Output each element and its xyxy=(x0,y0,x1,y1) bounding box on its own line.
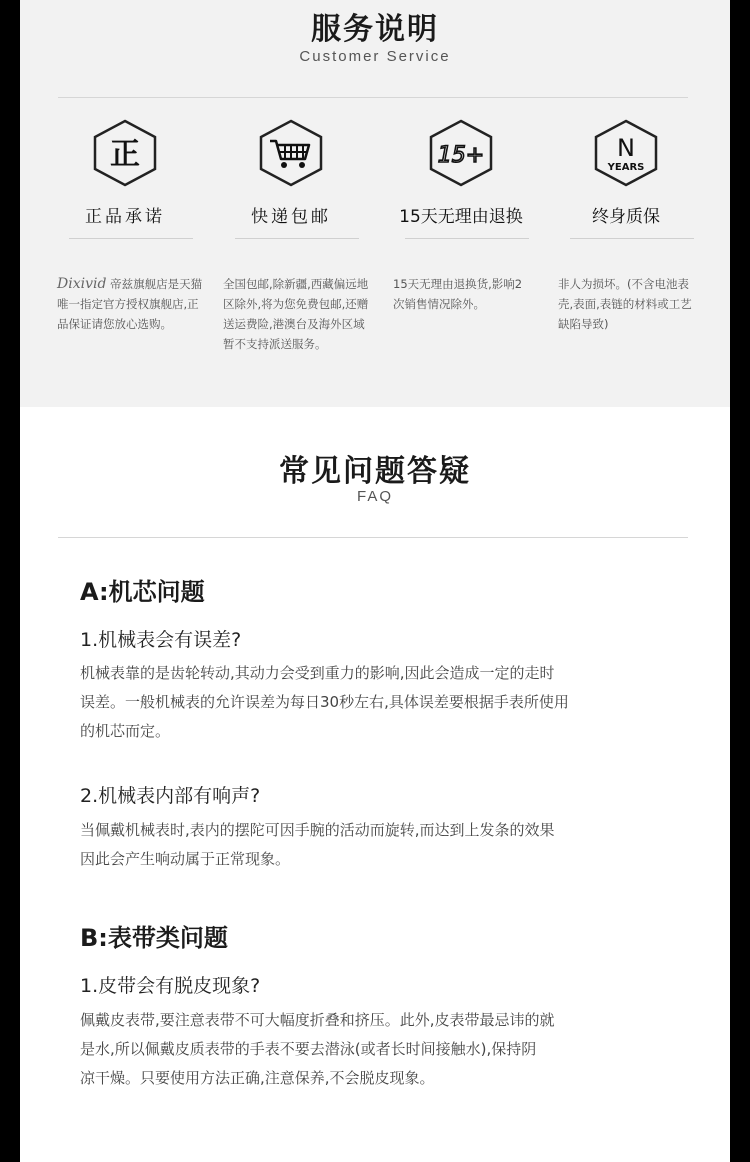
service-label-warranty: 终身质保 xyxy=(592,207,660,227)
faq-divider xyxy=(58,537,688,538)
faq-section-heading: A:机芯问题 xyxy=(80,578,205,606)
n-years-glyph-n: N xyxy=(617,134,635,162)
service-subtitle: Customer Service xyxy=(299,48,451,65)
faq-answer-line: 因此会产生响动属于正常现象。 xyxy=(80,850,291,868)
service-desc-shipping: 全国包邮,除新疆,西藏偏远地区除外,将为您免费包邮,还赠送运费险,港澳台及海外区域暂不支持派送服务。 xyxy=(223,277,369,351)
service-label-returns: 15天无理由退换 xyxy=(399,207,523,227)
faq-answer-line: 是水,所以佩戴皮质表带的手表不要去潜泳(或者长时间接触水),保持阴 xyxy=(80,1040,537,1058)
faq-answer-line: 机械表靠的是齿轮转动,其动力会受到重力的影响,因此会造成一定的走时 xyxy=(80,664,555,682)
authentic-icon-glyph: 正 xyxy=(110,137,140,172)
service-item-divider xyxy=(570,238,694,239)
faq-title: 常见问题答疑 xyxy=(279,454,471,489)
n-years-glyph-years: YEARS xyxy=(607,162,645,173)
service-item-shipping xyxy=(223,0,393,407)
service-desc-warranty: 非人为损坏。(不含电池表壳,表面,表链的材料或工艺缺陷导致) xyxy=(558,277,692,331)
faq-answer xyxy=(80,659,670,746)
service-desc-authentic xyxy=(57,274,207,334)
faq-question: 1.机械表会有误差? xyxy=(80,629,242,651)
service-title: 服务说明 xyxy=(311,12,439,47)
faq-question: 2.机械表内部有响声? xyxy=(80,785,261,807)
service-label-authentic: 正品承诺 xyxy=(85,207,165,227)
service-desc-returns: 15天无理由退换货,影响2次销售情况除外。 xyxy=(393,277,523,311)
service-item-divider xyxy=(235,238,359,239)
service-item-returns xyxy=(393,0,563,407)
service-item-warranty xyxy=(558,0,728,407)
faq-answer-line: 当佩戴机械表时,表内的摆陀可因手腕的活动而旋转,而达到上发条的效果 xyxy=(80,821,555,839)
faq-answer xyxy=(80,816,670,874)
faq-answer-line: 佩戴皮表带,要注意表带不可大幅度折叠和挤压。此外,皮表带最忌讳的就 xyxy=(80,1011,555,1029)
cart-icon xyxy=(258,118,324,188)
fifteen-plus-glyph: 15+ xyxy=(437,143,485,168)
service-desc-authentic-text: 帝兹旗舰店是天猫唯一指定官方授权旗舰店,正品保证请您放心选购。 xyxy=(57,277,203,331)
n-years-icon xyxy=(593,118,659,188)
service-item-divider xyxy=(69,238,193,239)
authentic-icon xyxy=(92,118,158,188)
faq-answer-line: 凉干燥。只要使用方法正确,注意保养,不会脱皮现象。 xyxy=(80,1069,435,1087)
service-item-divider xyxy=(405,238,529,239)
service-label-shipping: 快递包邮 xyxy=(251,207,331,227)
faq-question: 1.皮带会有脱皮现象? xyxy=(80,975,261,997)
brand-logo-text: Dixivid xyxy=(57,276,107,292)
fifteen-plus-icon xyxy=(428,118,494,188)
faq-answer-line: 的机芯而定。 xyxy=(80,722,171,740)
product-detail-page xyxy=(20,0,730,1162)
faq-answer xyxy=(80,1006,670,1093)
customer-service-section xyxy=(20,0,730,407)
service-item-authentic xyxy=(57,0,227,407)
faq-answer-line: 误差。一般机械表的允许误差为每日30秒左右,具体误差要根据手表所使用 xyxy=(80,693,569,711)
faq-section-heading: B:表带类问题 xyxy=(80,924,228,952)
faq-subtitle: FAQ xyxy=(356,488,393,505)
